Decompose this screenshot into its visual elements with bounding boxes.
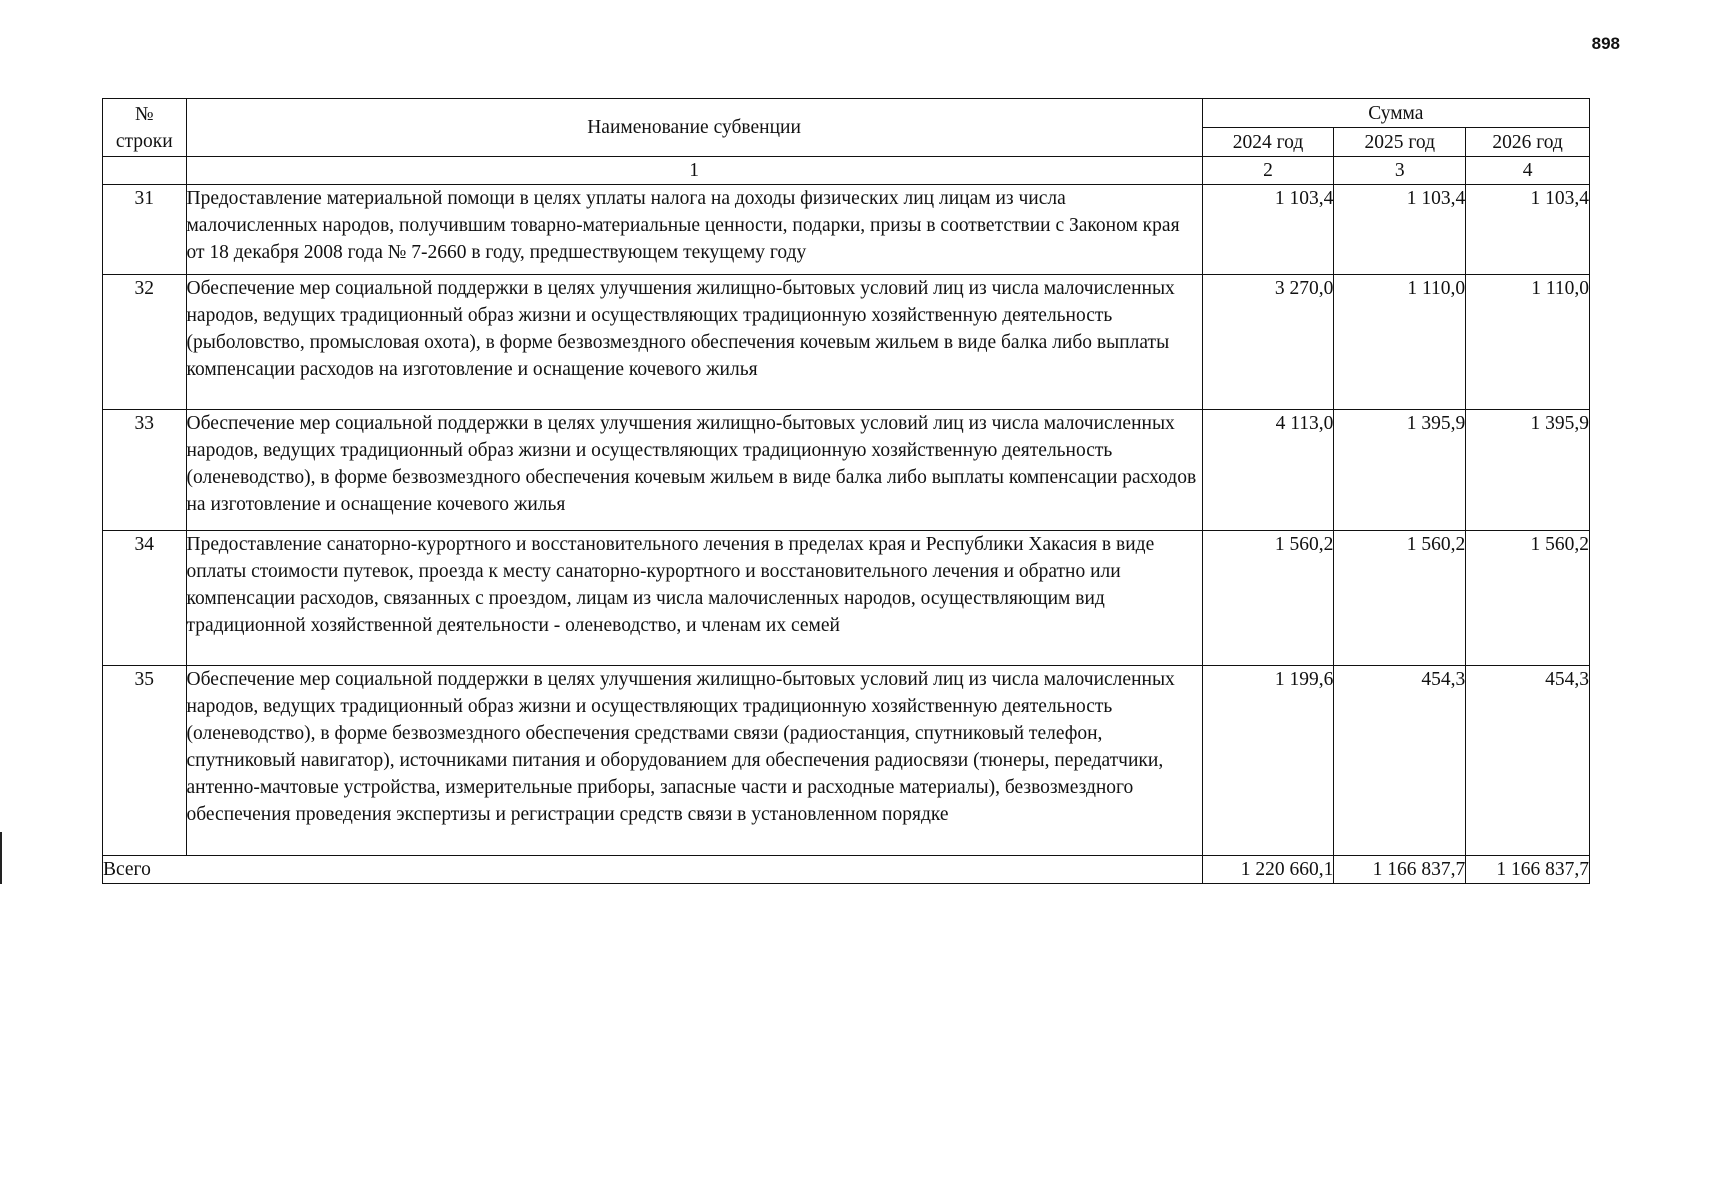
amount-2025: 1 395,9 bbox=[1334, 410, 1466, 531]
subventions-table bbox=[102, 98, 1590, 884]
subvention-name: Обеспечение мер социальной поддержки в целях улучшения жилищно-бытовых условий лиц из числа малочисленных народов, ведущих традиционный образ жизни и осуществляющих традиционную хозяйственную деятельность (оленеводство), в форме безвозмездного обеспечения кочевым жильем в виде балка либо выплаты компенсации расходов на изготовление и оснащение кочевого жилья bbox=[186, 410, 1202, 531]
header-subvention-name: Наименование субвенции bbox=[186, 99, 1202, 157]
table-row bbox=[103, 275, 1590, 410]
header-row-number-top: № bbox=[134, 103, 154, 125]
page-number: 898 bbox=[1591, 34, 1620, 53]
header-sum: Сумма bbox=[1202, 99, 1589, 128]
total-label: Всего bbox=[103, 856, 1203, 884]
column-number-cell: 2 bbox=[1202, 157, 1334, 185]
total-row bbox=[103, 856, 1590, 884]
header-row-top bbox=[103, 99, 1590, 128]
total-2024: 1 220 660,1 bbox=[1202, 856, 1334, 884]
header-row-number bbox=[103, 99, 187, 157]
subvention-name: Обеспечение мер социальной поддержки в целях улучшения жилищно-бытовых условий лиц из числа малочисленных народов, ведущих традиционный образ жизни и осуществляющих традиционную хозяйственную деятельность (оленеводство), в форме безвозмездного обеспечения средствами связи (радиостанция, спутниковый телефон, спутниковый навигатор), источниками питания и оборудованием для обеспечения радиосвязи (тюнеры, передатчики, антенно-мачтовые устройства, измерительные приборы, запасные части и расходные материалы), безвозмездного обеспечения проведения экспертизы и регистрации средств связи в установленном порядке bbox=[186, 666, 1202, 856]
amount-2024: 4 113,0 bbox=[1202, 410, 1334, 531]
subvention-name: Предоставление материальной помощи в целях уплаты налога на доходы физических лиц лицам из числа малочисленных народов, получившим товарно-материальные ценности, подарки, призы в соответствии с Законом края от 18 декабря 2008 года № 7-2660 в году, предшествующем текущему году bbox=[186, 185, 1202, 275]
amount-2025: 1 560,2 bbox=[1334, 531, 1466, 666]
subvention-name: Предоставление санаторно-курортного и восстановительного лечения в пределах края и Республики Хакасия в виде оплаты стоимости путевок, проезда к месту санаторно-курортного и восстановительного лечения и обратно или компенсации расходов, связанных с проездом, лицам из числа малочисленных народов, осуществляющим вид традиционной хозяйственной деятельности - оленеводство, и членам их семей bbox=[186, 531, 1202, 666]
amount-2026: 1 103,4 bbox=[1466, 185, 1590, 275]
row-number: 34 bbox=[103, 531, 187, 666]
table-row bbox=[103, 531, 1590, 666]
header-year-2025: 2025 год bbox=[1334, 128, 1466, 157]
amount-2026: 454,3 bbox=[1466, 666, 1590, 856]
subvention-name: Обеспечение мер социальной поддержки в целях улучшения жилищно-бытовых условий лиц из числа малочисленных народов, ведущих традиционный образ жизни и осуществляющих традиционную хозяйственную деятельность (рыболовство, промысловая охота), в форме безвозмездного обеспечения кочевым жильем в виде балка либо выплаты компенсации расходов на изготовление и оснащение кочевого жилья bbox=[186, 275, 1202, 410]
amount-2024: 1 199,6 bbox=[1202, 666, 1334, 856]
amount-2025: 1 103,4 bbox=[1334, 185, 1466, 275]
scan-edge-mark bbox=[0, 832, 2, 884]
table-row bbox=[103, 410, 1590, 531]
amount-2026: 1 560,2 bbox=[1466, 531, 1590, 666]
column-number-cell bbox=[103, 157, 187, 185]
row-number: 35 bbox=[103, 666, 187, 856]
amount-2025: 454,3 bbox=[1334, 666, 1466, 856]
row-number: 32 bbox=[103, 275, 187, 410]
total-2025: 1 166 837,7 bbox=[1334, 856, 1466, 884]
amount-2024: 1 103,4 bbox=[1202, 185, 1334, 275]
amount-2026: 1 110,0 bbox=[1466, 275, 1590, 410]
header-row-number-bottom: строки bbox=[115, 130, 173, 152]
total-2026: 1 166 837,7 bbox=[1466, 856, 1590, 884]
amount-2026: 1 395,9 bbox=[1466, 410, 1590, 531]
column-number-row bbox=[103, 157, 1590, 185]
table-row bbox=[103, 666, 1590, 856]
row-number: 31 bbox=[103, 185, 187, 275]
column-number-cell: 4 bbox=[1466, 157, 1590, 185]
amount-2024: 3 270,0 bbox=[1202, 275, 1334, 410]
row-number: 33 bbox=[103, 410, 187, 531]
amount-2025: 1 110,0 bbox=[1334, 275, 1466, 410]
header-year-2024: 2024 год bbox=[1202, 128, 1334, 157]
amount-2024: 1 560,2 bbox=[1202, 531, 1334, 666]
table-row bbox=[103, 185, 1590, 275]
column-number-cell: 3 bbox=[1334, 157, 1466, 185]
header-year-2026: 2026 год bbox=[1466, 128, 1590, 157]
column-number-cell: 1 bbox=[186, 157, 1202, 185]
